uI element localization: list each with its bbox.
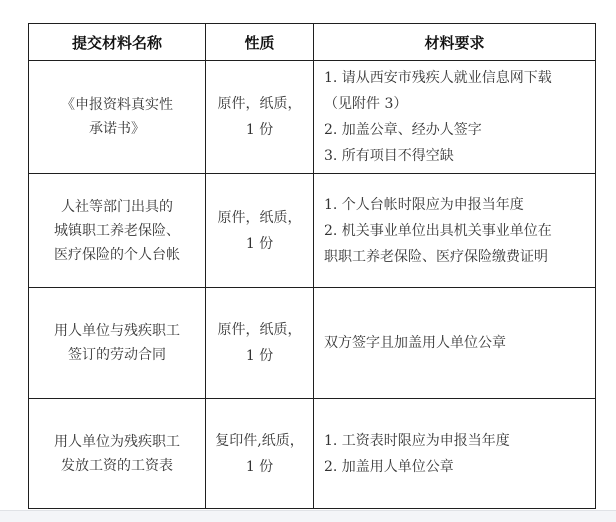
table-row <box>29 288 596 399</box>
material-name-cell <box>29 288 206 399</box>
cell-line: 用人单位为残疾职工 <box>54 433 180 450</box>
requirements-cell <box>314 61 596 174</box>
cell-line: 1. 请从西安市残疾人就业信息网下载 <box>324 70 552 86</box>
cell-line: 1. 工资表时限应为申报当年度 <box>324 432 510 449</box>
header-cell-nature: 性质 <box>206 24 314 61</box>
cell-line: 2. 加盖公章、经办人签字 <box>324 122 482 138</box>
cell-line: 人社等部门出具的 <box>61 198 173 215</box>
cell-line: 原件，纸质， <box>217 96 302 112</box>
table-row <box>29 399 596 509</box>
cell-line: 发放工资的工资表 <box>61 457 173 474</box>
table-body <box>29 61 596 509</box>
cell-line: 2. 机关事业单位出具机关事业单位在 <box>324 222 552 239</box>
cell-line: 双方签字且加盖用人单位公章 <box>324 335 506 351</box>
nature-cell <box>206 174 314 288</box>
cell-line: 1 份 <box>245 348 274 364</box>
cell-line: （见附件 3） <box>324 96 408 112</box>
cell-line: 原件，纸质， <box>217 322 302 338</box>
material-name-cell <box>29 61 206 174</box>
cell-line: 承诺书》 <box>89 121 145 137</box>
header-row <box>29 24 596 61</box>
material-name-cell <box>29 399 206 509</box>
requirements-cell <box>314 399 596 509</box>
cell-line: 3. 所有项目不得空缺 <box>324 148 454 164</box>
table-row <box>29 61 596 174</box>
cell-line: 原件，纸质， <box>217 209 302 226</box>
cell-line: 签订的劳动合同 <box>68 347 166 363</box>
cell-line: 医疗保险的个人台帐 <box>54 246 180 263</box>
cell-line: 1 份 <box>245 235 274 252</box>
cell-line: 1 份 <box>245 458 274 475</box>
cell-line: 1. 个人台帐时限应为申报当年度 <box>324 196 524 213</box>
cell-line: 复印件,纸质， <box>215 432 304 449</box>
cell-line: 2. 加盖用人单位公章 <box>324 458 454 475</box>
table-header <box>29 24 596 61</box>
cell-line: 城镇职工养老保险、 <box>54 222 180 239</box>
cell-line: 职职工养老保险、医疗保险缴费证明 <box>324 248 548 265</box>
header-cell-requirements: 材料要求 <box>314 24 596 61</box>
table-row <box>29 174 596 288</box>
nature-cell <box>206 61 314 174</box>
requirements-cell <box>314 174 596 288</box>
cell-line: 《申报资料真实性 <box>61 97 173 113</box>
cell-line: 用人单位与残疾职工 <box>54 323 180 339</box>
cell-line: 1 份 <box>245 122 274 138</box>
materials-requirements-table <box>28 23 596 509</box>
nature-cell <box>206 399 314 509</box>
requirements-cell <box>314 288 596 399</box>
header-cell-material-name: 提交材料名称 <box>29 24 206 61</box>
page-bottom-bar <box>0 510 616 522</box>
material-name-cell <box>29 174 206 288</box>
materials-table-container <box>28 23 596 509</box>
nature-cell <box>206 288 314 399</box>
